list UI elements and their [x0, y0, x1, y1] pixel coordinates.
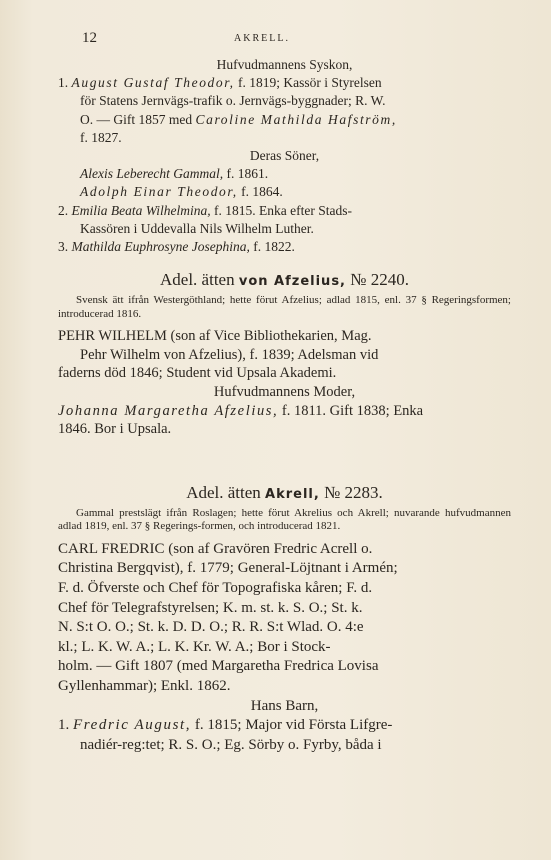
page-header	[58, 30, 511, 56]
son-1: Alexis Leberecht Gammal, f. 1861.	[80, 166, 269, 182]
children-heading: Hans Barn,	[250, 697, 319, 714]
spouse-name: Caroline Mathilda Hafström,	[195, 111, 397, 127]
akrell-description: Gammal prestslägt ifrån Roslagen; hette förut Akrelius och Akrell; nuvarande hufvudmannen adlad 1819, enl. 37 § Regerings-formen, och introducerad 1821.	[58, 506, 511, 533]
afzelius-person: PEHR WILHELM (son af Vice Bibliothekarien, Mag. Pehr Wilhelm von Afzelius), f. 1839; Adelsman vid faderns död 1846; Student vid Upsala Akademi. Hufvudmannens Moder, Johanna Margaretha Afzelius, f. 1811. Gift 1838; Enka 1846. Bor i Upsala.	[58, 327, 511, 439]
afzelius-description: Svensk ätt ifrån Westergöthland; hette förut Afzelius; adlad 1815, enl. 37 § Regeringsformen; introducerad 1816.	[58, 294, 511, 320]
afzelius-section-title: Adel. ätten von Afzelius, № 2240.	[160, 270, 409, 290]
running-head: AKRELL.	[234, 33, 290, 44]
son-2: Adolph Einar Theodor, f. 1864.	[80, 184, 283, 200]
mother-entry: Johanna Margaretha Afzelius, f. 1811. Gift 1838; Enka	[58, 402, 424, 419]
sibling-1-name: August Gustaf Theodor,	[71, 75, 235, 91]
siblings-block	[58, 56, 511, 256]
mother-heading: Hufvudmannens Moder,	[213, 384, 356, 401]
child-entry-1: 1. Fredric August, f. 1815; Major vid Första Lifgre- nadiér-reg:tet; R. S. O.; Eg. Sörby o. Fyrby, båda i	[58, 717, 393, 753]
siblings-heading: Hufvudmannens Syskon,	[216, 57, 353, 72]
akrell-head-person: CARL FREDRIC (son af Gravören Fredric Acrell o. Christina Bergqvist), f. 1779; General-Löjtnant i Armén; F. d. Öfverste och Chef för Topografiska kåren; F. d. Chef för Telegrafstyrelsen; K. m. st. k. S. O.; St. k. N. S:t O. O.; St. k. D. D. O.; R. R. S:t Wlad. O. 4:e kl.; L. K. W. A.; L. K. Kr. W. A.; Bor i Stock- holm. — Gift 1807 (med Margaretha Fredrica Lovisa Gyllenhammar); Enkl. 1862. Hans Barn, 1. Fredric August, f. 1815; Major vid Första Lifgre- nadiér-reg:tet; R. S. O.; Eg. Sörby o. Fyrby, båda i	[58, 540, 511, 756]
sibling-entry-1: 1. August Gustaf Theodor, f. 1819; Kassör i Styrelsen för Statens Jernvägs-trafik o. Jernvägs-byggnader; R. W. O. — Gift 1857 med Caroline Mathilda Hafström, f. 1827.	[58, 75, 397, 145]
akrell-section-title: Adel. ätten Akrell, № 2283.	[186, 482, 383, 502]
page-number: 12	[82, 30, 97, 46]
sibling-entry-3: 3. Mathilda Euphrosyne Josephina, f. 1822.	[58, 239, 295, 255]
sibling-entry-2: 2. Emilia Beata Wilhelmina, f. 1815. Enka efter Stads- Kassören i Uddevalla Nils Wilhelm Luther.	[58, 202, 352, 236]
sons-heading: Deras Söner,	[249, 148, 320, 164]
